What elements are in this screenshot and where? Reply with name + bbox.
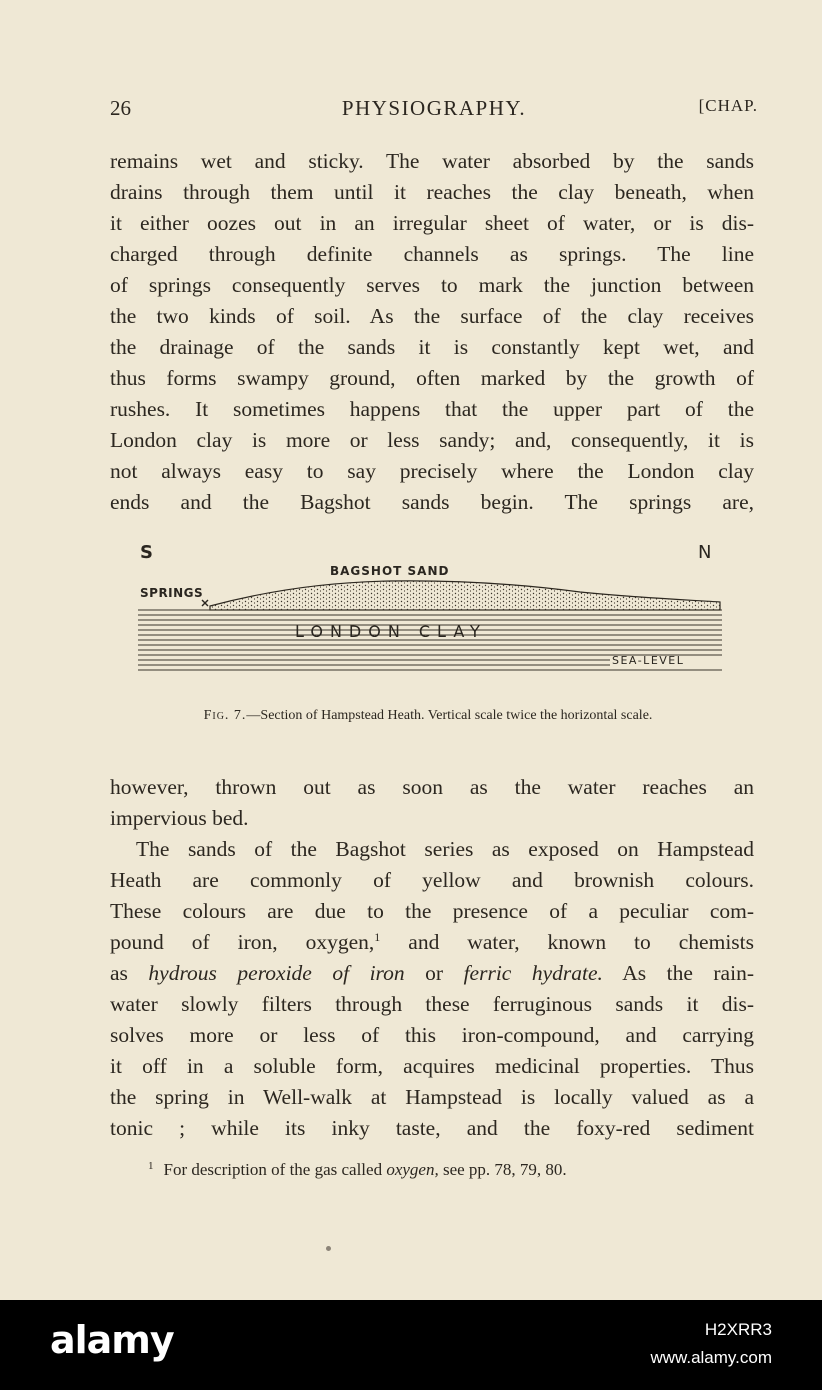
watermark-url: www.alamy.com (650, 1348, 772, 1367)
text-line: it either oozes out in an irregular sheet of water, or is dis- (110, 211, 754, 235)
text-line (110, 927, 754, 958)
north-label: N (698, 542, 712, 563)
text-line: Heath are commonly of yellow and brownish colours. (110, 868, 754, 892)
south-label: S (140, 542, 153, 563)
text-line: impervious bed. (110, 806, 249, 830)
geological-section-figure (130, 540, 730, 690)
page-speck (326, 1246, 331, 1251)
text-line: thus forms swampy ground, often marked by the growth of (110, 366, 754, 390)
text-line: drains through them until it reaches the clay beneath, when (110, 180, 754, 204)
caption-text: —Section of Hampstead Heath. Vertical scale twice the horizontal scale. (246, 708, 653, 723)
chapter-mark: [CHAP. (698, 96, 758, 115)
alamy-logo: alamy (50, 1318, 174, 1362)
text-segment: as (110, 961, 149, 985)
text-line: remains wet and sticky. The water absorbed by the sands (110, 149, 754, 173)
text-segment: As the rain- (602, 961, 754, 985)
paragraph-2 (110, 772, 754, 834)
springs-label: SPRINGS (140, 586, 204, 600)
text-line: the spring in Well-walk at Hampstead is locally valued as a (110, 1085, 754, 1109)
running-title: PHYSIOGRAPHY. (341, 96, 527, 120)
london-clay-label: LONDON CLAY (295, 622, 487, 641)
running-head (110, 96, 758, 126)
sea-level-label: SEA-LEVEL (612, 654, 685, 667)
text-line: however, thrown out as soon as the water reaches an (110, 775, 754, 799)
text-line: tonic ; while its inky taste, and the foxy-red sediment (110, 1116, 754, 1140)
text-segment: pound of iron, oxygen, (110, 930, 375, 954)
text-line: The sands of the Bagshot series as exposed on Hampstead (136, 837, 754, 861)
text-line: it off in a soluble form, acquires medicinal properties. Thus (110, 1054, 754, 1078)
italic-term: ferric hydrate. (463, 961, 603, 985)
footnote-text-end: see pp. 78, 79, 80. (438, 1160, 567, 1179)
footnote-marker: 1 (148, 1160, 154, 1172)
stock-watermark-bar (0, 1300, 822, 1390)
paragraph-3 (110, 834, 754, 1144)
caption-figure-number: Fig. 7. (203, 708, 247, 723)
text-line: charged through definite channels as springs. The line (110, 242, 754, 266)
text-line: of springs consequently serves to mark the junction between (110, 273, 754, 297)
text-line: ends and the Bagshot sands begin. The springs are, (110, 490, 754, 514)
spring-marker (202, 600, 208, 606)
text-segment: or (404, 961, 464, 985)
footnote (148, 1160, 567, 1180)
footnote-text: For description of the gas called (163, 1160, 387, 1179)
paragraph-1 (110, 146, 754, 518)
text-line: These colours are due to the presence of a peculiar com- (110, 899, 754, 923)
text-line: the drainage of the sands it is constantly kept wet, and (110, 335, 754, 359)
bagshot-sand-label: BAGSHOT SAND (330, 564, 450, 578)
figure-caption (118, 708, 738, 724)
text-line: not always easy to say precisely where the London clay (110, 459, 754, 483)
text-line: London clay is more or less sandy; and, consequently, it is (110, 428, 754, 452)
bagshot-sand-layer (210, 581, 720, 610)
footnote-reference: 1 (374, 930, 381, 944)
text-line: water slowly filters through these ferruginous sands it dis- (110, 992, 754, 1016)
image-id: H2XRR3 (704, 1320, 772, 1339)
page-number: 26 (110, 96, 131, 120)
footnote-italic: oxygen, (386, 1160, 439, 1179)
section-drawing (130, 540, 730, 690)
italic-term: hydrous peroxide of iron (148, 961, 405, 985)
text-line: the two kinds of soil. As the surface of the clay receives (110, 304, 754, 328)
text-line (110, 958, 754, 989)
text-segment: and water, known to chemists (380, 930, 755, 954)
text-line: rushes. It sometimes happens that the upper part of the (110, 397, 754, 421)
text-line: solves more or less of this iron-compound, and carrying (110, 1023, 754, 1047)
